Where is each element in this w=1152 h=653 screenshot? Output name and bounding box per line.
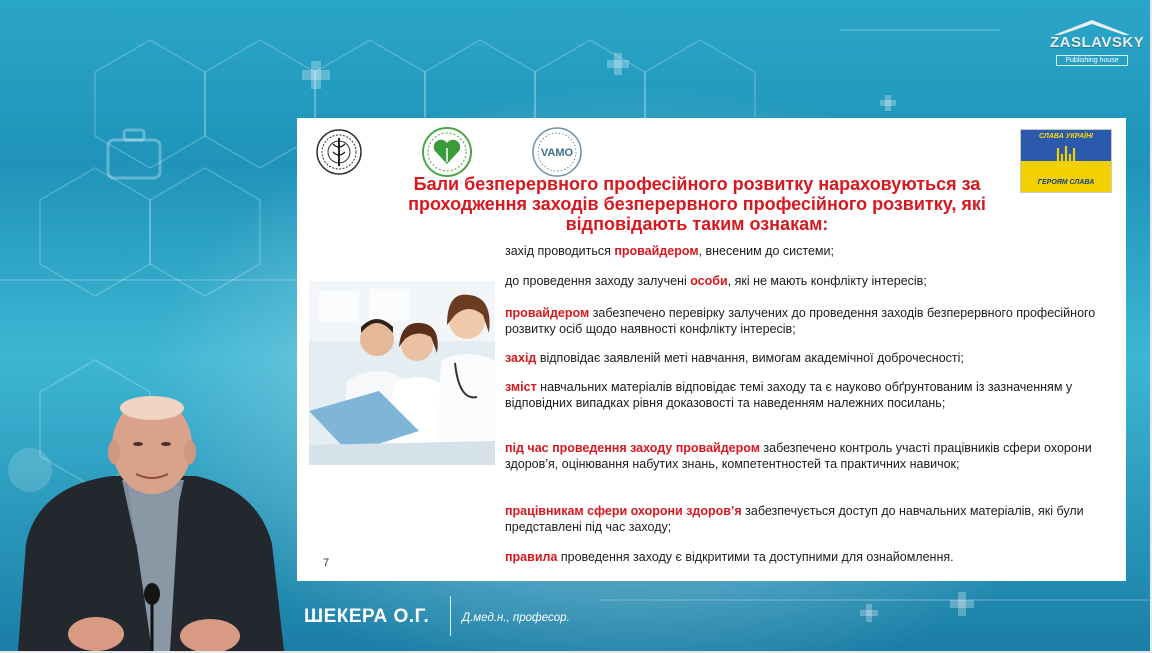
criteria-item: захід відповідає заявленій меті навчання, вимогам академічної доброчесності; [505, 351, 964, 365]
slide-title [347, 174, 1047, 234]
speaker-title: Д.мед.н., професор. [462, 612, 570, 624]
flag-top-text: СЛАВА УКРАЇНІ [1039, 133, 1093, 140]
criteria-highlight: працівникам сфери охорони здоров’я [505, 504, 742, 518]
slide-title-line: відповідають таким ознакам: [565, 214, 829, 234]
publisher-name: ZASLAVSKY [1050, 34, 1145, 51]
criteria-item: правила проведення заходу є відкритими та доступними для ознайомлення. [505, 550, 954, 564]
zaslavsky-publisher-logo [1050, 18, 1145, 70]
slide-number: 7 [323, 557, 330, 569]
criteria-highlight: особи [690, 274, 728, 288]
slide-title-line: проходження заходів безперервного професійного розвитку, які [408, 194, 986, 214]
criteria-highlight: правила [505, 550, 558, 564]
criteria-highlight: зміст [505, 380, 537, 394]
presentation-slide [297, 118, 1126, 581]
speaker-name: ШЕКЕРА О.Г. [304, 606, 430, 627]
flag-bottom-text: ГЕРОЯМ СЛАВА [1037, 179, 1095, 186]
association-emblem-logo [315, 128, 363, 176]
criteria-highlight: захід [505, 351, 537, 365]
slide-title-line: Бали безперервного професійного розвитку нараховуються за [413, 174, 981, 194]
criteria-item: провайдером забезпечено перевірку залучених до проведення заходів безперервного професійного розвитку осіб щодо наявності конфлікту інтересів; [505, 306, 1096, 336]
criteria-highlight: під час проведення заходу провайдером [505, 441, 760, 455]
vamo-logo [531, 126, 583, 178]
criteria-item: працівникам сфери охорони здоров’я забезпечується доступ до навчальних матеріалів, які були представлені під час заходу; [505, 504, 1084, 534]
criteria-item: до проведення заходу залучені особи, які не мають конфлікту інтересів; [505, 274, 927, 288]
doctors-photo [309, 281, 495, 465]
criteria-item: захід проводиться провайдером, внесеним до системи; [505, 244, 834, 258]
presenter-video [18, 394, 290, 651]
heart-tree-logo [421, 126, 473, 178]
vamo-logo-text: VAMO [540, 147, 574, 159]
criteria-highlight: провайдером [505, 306, 590, 320]
criteria-item: під час проведення заходу провайдером забезпечено контроль участі працівників сфери охорони здоров’я, оцінювання набутих знань, компетентностей та практичних навичок; [505, 441, 1092, 471]
trident-icon [1054, 144, 1078, 174]
lower-third-divider [450, 596, 451, 636]
criteria-highlight: провайдером [614, 244, 699, 258]
publisher-subtitle: Publishing house [1056, 55, 1128, 66]
criteria-item: зміст навчальних матеріалів відповідає темі заходу та є науково обґрунтованим із зазначенням у відповідних випадках рівня доказовості та наведенням належних посилань; [505, 380, 1073, 410]
